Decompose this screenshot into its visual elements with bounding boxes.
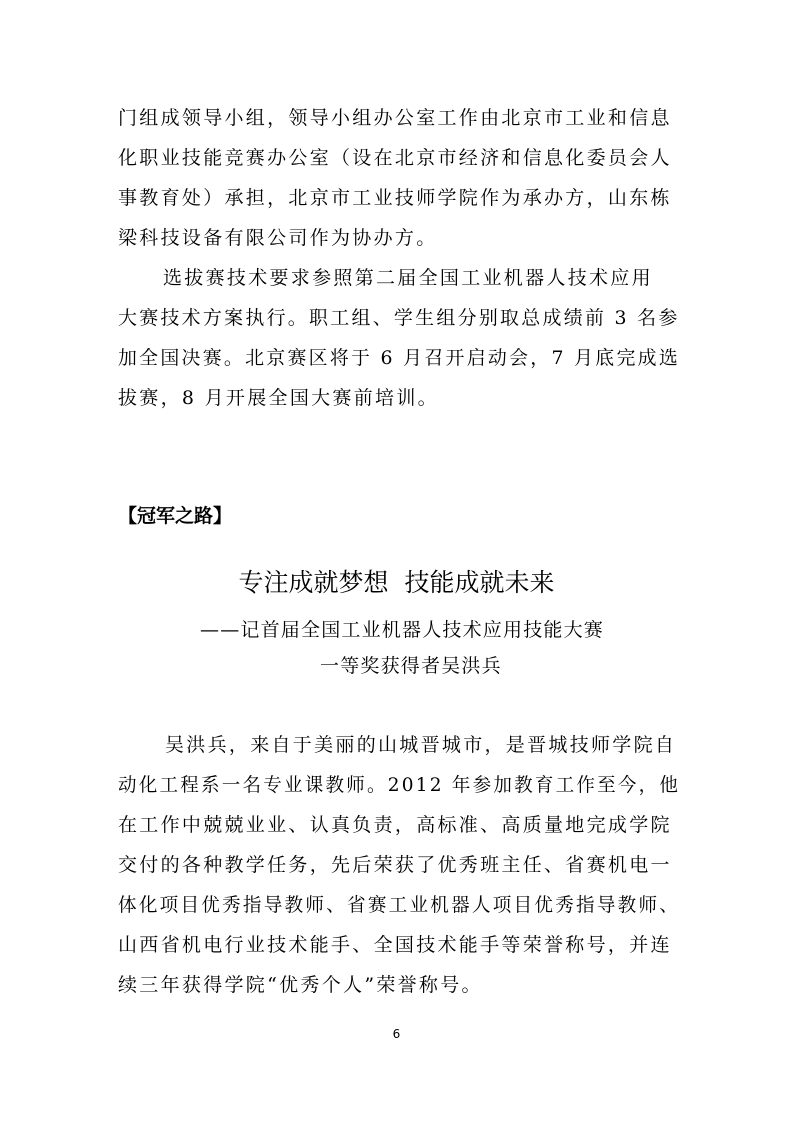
selection-line-4: 拔赛，8 月开展全国大赛前培训。 [118,387,439,409]
article-line-4: 交付的各种教学任务，先后荣获了优秀班主任、省赛机电一 [118,854,672,876]
selection-line-1: 选拔赛技术要求参照第二届全国工业机器人技术应用 [163,267,653,289]
article-line-6: 山西省机电行业技术能手、全国技术能手等荣誉称号，并连 [118,934,672,956]
article-subtitle-line-2: 一等奖获得者吴洪兵 [320,655,502,677]
intro-line-2: 化职业技能竞赛办公室（设在北京市经济和信息化委员会人 [118,147,672,169]
article-line-3: 在工作中兢兢业业、认真负责，高标准、高质量地完成学院 [118,814,672,836]
article-title: 专注成就梦想 技能成就未来 [238,568,555,597]
page-number: 6 [392,1027,401,1041]
article-line-1: 吴洪兵，来自于美丽的山城晋城市，是晋城技师学院自 [165,734,677,756]
intro-line-4: 梁科技设备有限公司作为协办方。 [118,227,438,249]
article-line-2: 动化工程系一名专业课教师。2012 年参加教育工作至今，他 [118,774,681,796]
article-line-7: 续三年获得学院“优秀个人”荣誉称号。 [118,974,483,996]
selection-line-3: 加全国决赛。北京赛区将于 6 月召开启动会，7 月底完成选 [118,347,681,369]
intro-line-1: 门组成领导小组，领导小组办公室工作由北京市工业和信息 [118,107,672,129]
section-label: 【冠军之路】 [118,505,233,527]
intro-line-3: 事教育处）承担，北京市工业技师学院作为承办方，山东栋 [118,187,672,209]
article-subtitle-line-1: ——记首届全国工业机器人技术应用技能大赛 [200,619,605,641]
selection-line-2: 大赛技术方案执行。职工组、学生组分别取总成绩前 3 名参 [118,307,680,329]
article-line-5: 体化项目优秀指导教师、省赛工业机器人项目优秀指导教师、 [118,894,681,916]
